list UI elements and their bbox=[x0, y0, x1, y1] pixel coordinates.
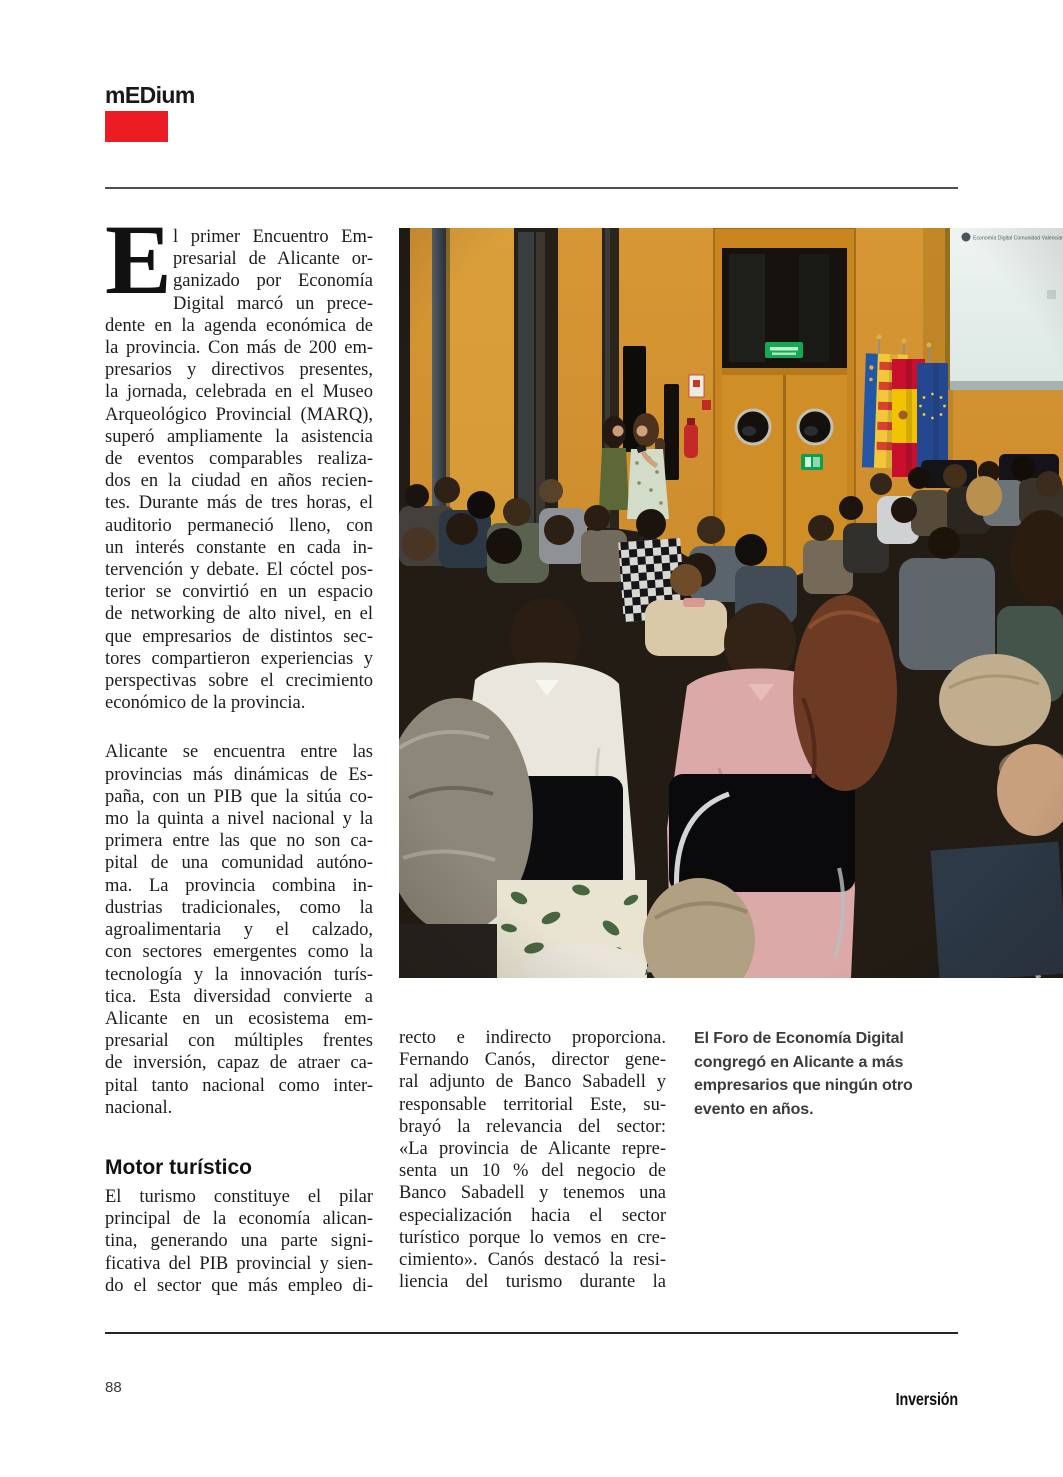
paragraph-1: l primer Encuentro Em- presarial de Alicante or- ganizado por Economía Digital marcó un prece- dente en la agenda económica de la provincia. Con más de 200 em- presarios y directivos presentes, la jornada, celebrada en el Museo Arqueológico Provincial (MARQ), superó ampliamente la asistencia de eventos comparables realiza- dos en la ciudad en años recien- tes. Durante más de tres horas, el auditorio permaneció lleno, con un interés constante en cada in- tervención y debate. El cóctel pos- terior se convirtió en un espacio de networking de alto nivel, en el que empresarios de distintos sec- tores compartieron experiencias y perspectivas sobre el crecimiento económico de la provincia. bbox=[105, 227, 373, 714]
brand-red-block bbox=[105, 111, 168, 142]
photo-vignette bbox=[399, 228, 1063, 978]
article-column-2: recto e indirecto proporciona. Fernando Canós, director gene- ral adjunto de Banco Sabadell y responsable territorial Este, su- brayó la relevancia del sector: «La provincia de Alicante repre- senta un 10 % del negocio de Banco Sabadell y tenemos una especialización hacia el sector turístico porque lo vemos en cre- cimiento». Canós destacó la resi- liencia del turismo durante la bbox=[399, 1028, 666, 1293]
header-rule bbox=[105, 187, 958, 189]
drop-cap: E bbox=[105, 204, 172, 315]
publication-name: Inversión bbox=[895, 1389, 958, 1409]
paragraph-2: Alicante se encuentra entre las provincias más dinámicas de Es- paña, con un PIB que la sitúa co- mo la quinta a nivel nacional y la primera entre las que no son ca- pital de una comunidad autóno- ma. La provincia combina in- dustrias tradicionales, como la agroalimentaria y el calzado, con sectores emergentes como la tecnología y la innovación turís- tica. Esta diversidad convierte a Alicante en un ecosistema em- presarial con múltiples frentes de inversión, capaz de atraer ca- pital tanto nacional como inter- nacional. bbox=[105, 742, 373, 1118]
footer-rule bbox=[105, 1332, 958, 1334]
section-heading: Motor turístico bbox=[105, 1155, 252, 1179]
event-photo bbox=[399, 228, 1063, 978]
photo-caption: El Foro de Economía Digital congregó en Alicante a más empresarios que ningún otro evento en años. bbox=[694, 1030, 913, 1119]
paragraph-3: El turismo constituye el pilar principal de la economía alican- tina, generando una parte signi- ficativa del PIB provincial y sien- do el sector que más empleo di- bbox=[105, 1186, 373, 1296]
article-column-1 bbox=[105, 204, 373, 1297]
page-number: 88 bbox=[105, 1379, 122, 1396]
magazine-logo: mEDium bbox=[105, 82, 195, 108]
